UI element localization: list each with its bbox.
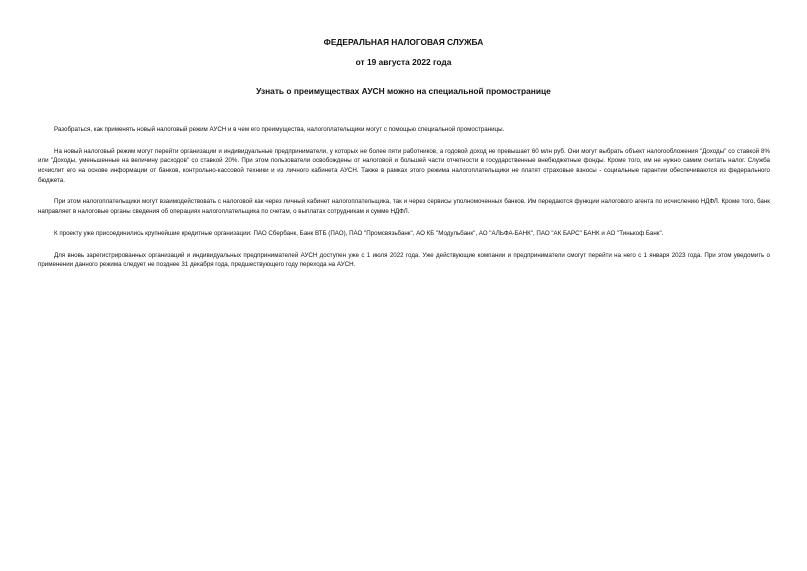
document-date: от 19 августа 2022 года — [355, 57, 452, 67]
agency-name: ФЕДЕРАЛЬНАЯ НАЛОГОВАЯ СЛУЖБА — [323, 37, 484, 47]
document-title: Узнать о преимуществах АУСН можно на специальной промостранице — [256, 86, 551, 96]
paragraph-bank-interaction: При этом налогоплательщики могут взаимодействовать с налоговой как через личный кабинет налогоплательщика, так и через сервисы уполномоченных банков. Им передаются функции налогового агента по исчислению НДФЛ. Кроме того, банк направляет в налоговые органы сведения об операциях налогоплательщика по счетам, о выплатах сотрудникам и сумме НДФЛ. — [38, 198, 770, 215]
paragraph-promo-page: Разобраться, как применять новый налоговый режим АУСН и в чем его преимущества, налогоплательщики могут с помощью специальной промостраницы. — [54, 126, 505, 133]
paragraph-regime-conditions: На новый налоговый режим могут перейти организации и индивидуальные предприниматели, у которых не более пяти работников, а годовой доход не превышает 60 млн руб. Они могут выбрать объект налогообложения "Доходы" со ставкой 8% или "Доходы, уменьшенные на величину расходов" со ставкой 20%. При этом пользователи освобождены от налоговой и большей части отчетности в государственные внебюджетные фонды. Кроме того, им не нужно самим считать налог. Служба исчислит его на основе информации от банков, контрольно-кассовой техники и из личного кабинета АУСН. Также в рамках этого режима налогоплательщики не платят страховые взносы - социальные гарантии обеспечиваются из федерального бюджета. — [38, 147, 770, 184]
document-body — [38, 125, 770, 282]
paragraph-availability-dates: Для вновь зарегистрированных организаций и индивидуальных предпринимателей АУСН доступен уже с 1 июля 2022 года. Уже действующие компании и предприниматели смогут перейти на него с 1 января 2023 года. При этом уведомить о применении данного режима следует не позднее 31 декабря года, предшествующего году перехода на АУСН. — [38, 251, 770, 269]
paragraph-participating-banks: К проекту уже присоединились крупнейшие кредитные организации: ПАО Сбербанк, Банк ВТБ (ПАО), ПАО "Промсвязьбанк", АО КБ "Модульбанк", АО "АЛЬФА-БАНК", ПАО "АК БАРС" БАНК и АО "Тинькоф Банк". — [54, 229, 664, 237]
